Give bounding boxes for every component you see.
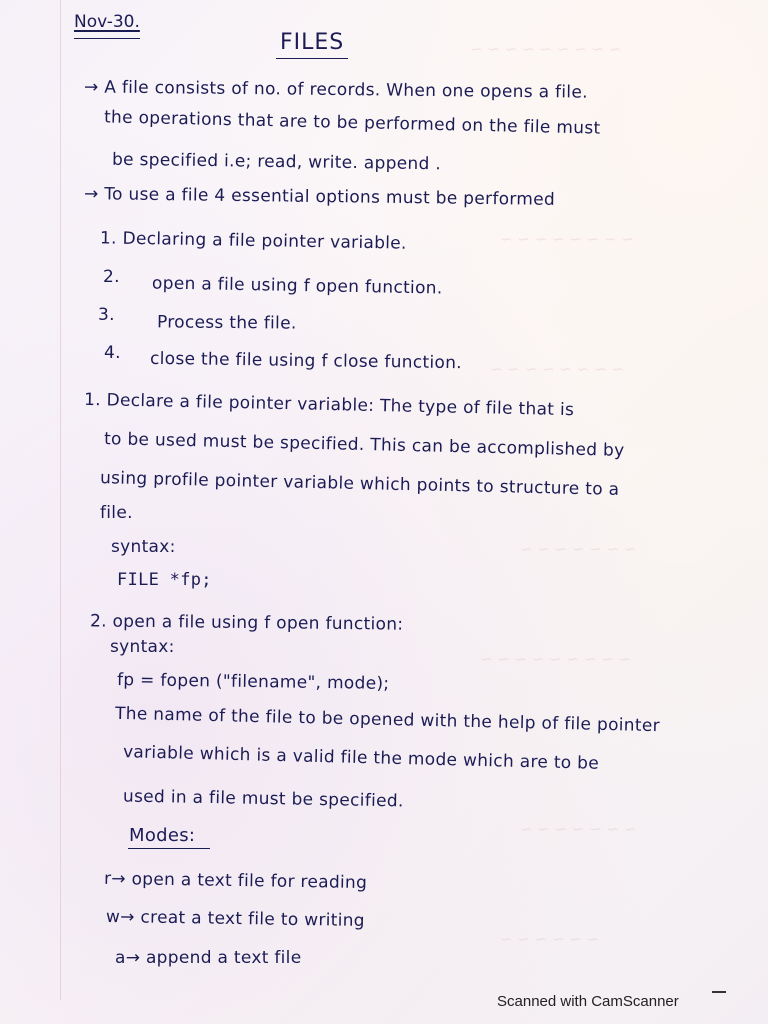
list-number: 3. (98, 305, 115, 325)
text-line: file. (100, 503, 133, 523)
code-line: fp = fopen ("filename", mode); (116, 670, 390, 694)
list-item: Process the file. (156, 312, 297, 334)
list-item: close the file using f close function. (149, 348, 463, 374)
modes-underline (128, 848, 210, 849)
list-number: 2. (103, 267, 120, 287)
text-line: using profile pointer variable which points to structure to a (99, 468, 620, 500)
bleed-through: ~ ~ ~ ~ ~ ~ ~ ~ (490, 360, 624, 378)
date-underline (74, 38, 140, 39)
title-underline (276, 58, 348, 59)
modes-heading: Modes: (129, 825, 196, 846)
bleed-through: ~ ~ ~ ~ ~ ~ ~ ~ (500, 230, 634, 248)
margin-line (60, 0, 61, 1000)
text-line: 1. Declare a file pointer variable: The type of file that is (83, 389, 575, 421)
scanner-watermark: Scanned with CamScanner (497, 993, 679, 1010)
corner-mark (712, 991, 726, 993)
bleed-through: ~ ~ ~ ~ ~ ~ ~ (520, 820, 637, 838)
mode-item: w→ creat a text file to writing (105, 906, 366, 932)
bleed-through: ~ ~ ~ ~ ~ ~ ~ ~ ~ (480, 650, 632, 668)
date-heading: Nov-30. (74, 12, 140, 32)
syntax-label: syntax: (111, 537, 176, 557)
page-title: FILES (280, 30, 345, 55)
text-line: The name of the file to be opened with the help of file pointer (114, 703, 661, 737)
text-line: → A file consists of no. of records. When one opens a file. (83, 77, 588, 103)
text-line: variable which is a valid file the mode which are to be (122, 742, 600, 774)
text-line: the operations that are to be performed on the file must (103, 107, 601, 139)
text-line: used in a file must be specified. (122, 786, 404, 812)
bleed-through: ~ ~ ~ ~ ~ ~ ~ (520, 540, 637, 558)
text-line: be specified i.e; read, write. append . (111, 149, 442, 175)
bleed-through: ~ ~ ~ ~ ~ ~ ~ ~ ~ (470, 40, 622, 58)
list-item: open a file using f open function. (151, 273, 443, 299)
list-number: 4. (104, 343, 121, 363)
syntax-label: syntax: (110, 637, 175, 657)
bleed-through: ~ ~ ~ ~ ~ ~ (500, 930, 600, 948)
text-line: to be used must be specified. This can be accomplished by (103, 429, 625, 461)
text-line: → To use a file 4 essential options must be performed (83, 184, 556, 210)
list-item: 1. Declaring a file pointer variable. (99, 228, 407, 254)
mode-item: a→ append a text file (115, 948, 302, 968)
mode-item: r→ open a text file for reading (103, 868, 368, 894)
code-line: FILE *fp; (117, 570, 212, 590)
text-line: 2. open a file using f open function: (89, 611, 404, 635)
